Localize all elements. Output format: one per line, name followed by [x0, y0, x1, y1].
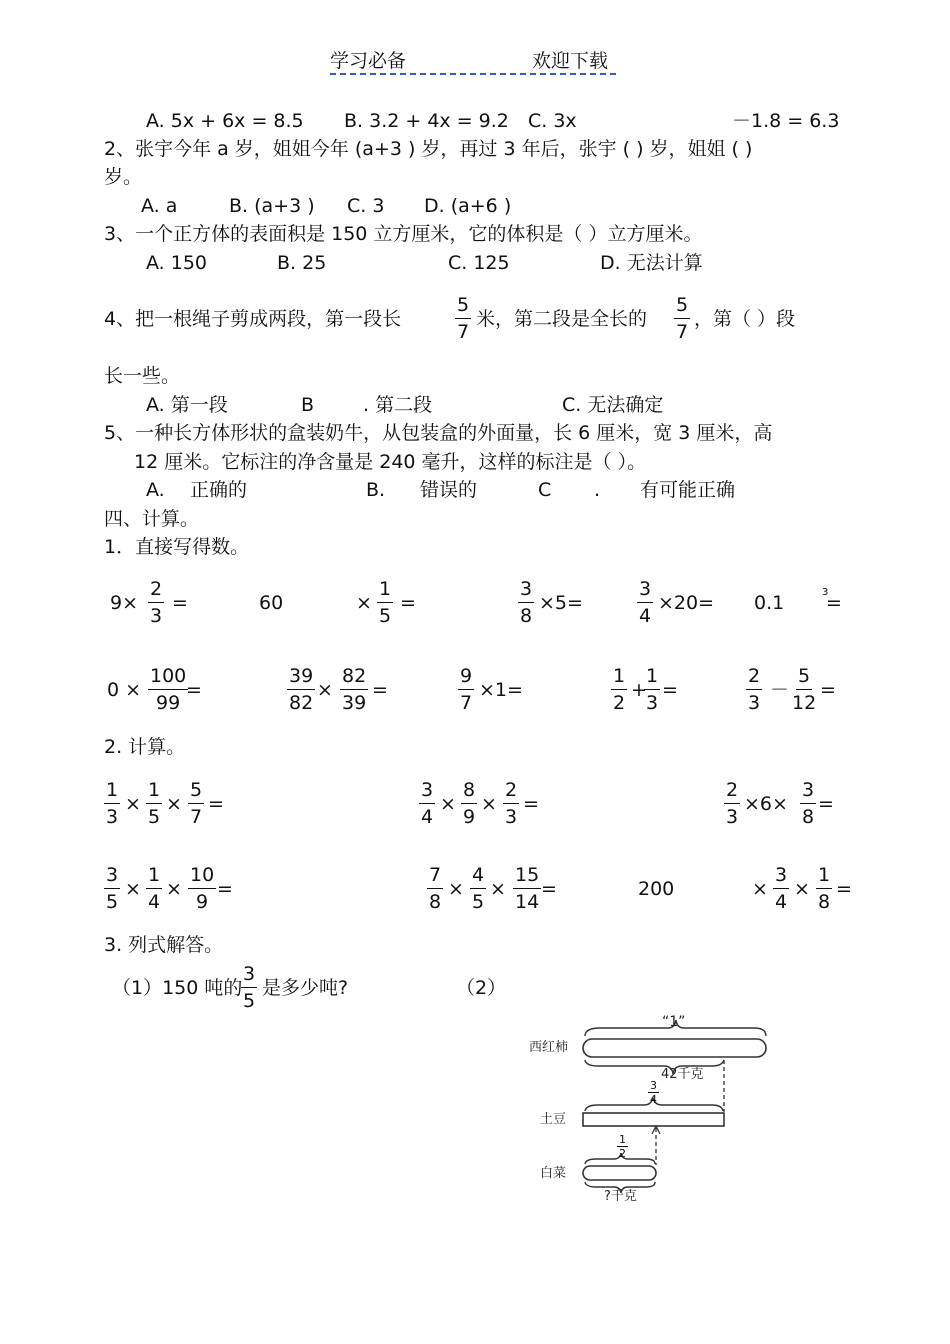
direct-r2-e4-frac1: $\frac{1}{2}$: [613, 665, 626, 714]
direct-r2-e2-frac1: $\frac{39}{82}$: [289, 665, 314, 714]
q5-stem-line2: 12 厘米。它标注的净含量是 240 毫升，这样的标注是（ ）。: [134, 451, 647, 473]
q3-option-a: A. 150: [146, 252, 208, 274]
word-problem-2-label: （2）: [456, 977, 507, 999]
calc-r2-c-times1: ×: [752, 878, 768, 900]
direct-r2-e1-frac: $\frac{100}{99}$: [150, 665, 187, 714]
direct-r1-e1-pre: 9×: [110, 592, 139, 614]
q4-option-a: A. 第一段: [146, 394, 228, 416]
direct-r1-e2-eq: =: [400, 592, 416, 614]
calc-r2-a-times2: ×: [166, 878, 182, 900]
calc-r2-a-frac3: $\frac{10}{9}$: [190, 864, 215, 913]
word-problem-1-frac: $\frac{3}{5}$: [243, 963, 256, 1012]
calc-r1-a-frac1: $\frac{1}{3}$: [106, 779, 119, 828]
calc-r1-b-times1: ×: [440, 793, 456, 815]
potato-bar: [583, 1113, 724, 1126]
calc-r1-a-frac3: $\frac{5}{7}$: [190, 779, 203, 828]
q5-option-b: B.: [366, 479, 386, 501]
label-one: “1”: [662, 1014, 686, 1030]
calc-r1-b-eq: =: [523, 793, 539, 815]
q5-option-c: C: [538, 479, 552, 501]
calc-r2-c-eq: =: [836, 878, 852, 900]
calc-r1-b-frac2: $\frac{8}{9}$: [463, 779, 476, 828]
q2-stem-line2: 岁。: [104, 166, 143, 188]
calc-r2-c-frac2: $\frac{1}{8}$: [818, 864, 831, 913]
direct-r2-e3-post: ×1=: [479, 679, 523, 701]
calc-r2-a-eq: =: [217, 878, 233, 900]
q2-option-d: D. (a+6 ): [424, 195, 512, 217]
direct-r2-e5-minus: －: [770, 679, 790, 701]
direct-r1-e5-eq: =: [826, 592, 842, 614]
label-unknown-kg: ?千克: [604, 1189, 637, 1204]
q4-option-c: C. 无法确定: [562, 394, 664, 416]
q4-fraction-2: $\frac{5}{7}$: [676, 294, 689, 343]
direct-r1-e1-frac: $\frac{2}{3}$: [150, 578, 163, 627]
direct-r2-e2-eq: =: [372, 679, 388, 701]
calc-r2-b-eq: =: [541, 878, 557, 900]
q2-option-c: C. 3: [347, 195, 385, 217]
calc-r1-c-mid: ×6×: [744, 793, 788, 815]
q5-stem: 5、一种长方体形状的盒装奶牛，从包装盒的外面量，长 6 厘米，宽 3 厘米，高: [104, 422, 773, 444]
direct-r1-e3-frac: $\frac{3}{8}$: [520, 578, 533, 627]
direct-r1-e5-exponent: 3: [822, 587, 829, 598]
subsection-2-title: 2. 计算。: [104, 736, 186, 758]
direct-r1-e4-frac: $\frac{3}{4}$: [639, 578, 652, 627]
word-problem-1-post: 是多少吨?: [262, 977, 349, 999]
q2-option-b: B. (a+3 ): [229, 195, 315, 217]
q1-option-c-tail: －1.8 = 6.3: [732, 110, 840, 132]
q3-option-d: D. 无法计算: [600, 252, 703, 274]
calc-r2-b-frac3: $\frac{15}{14}$: [515, 864, 540, 913]
q4-option-b-text: . 第二段: [363, 394, 433, 416]
q4-stem-part3: ，第（ ）段: [694, 308, 796, 330]
q4-stem-line2: 长一些。: [104, 365, 181, 387]
subsection-3-title: 3. 列式解答。: [104, 934, 224, 956]
calc-r1-a-eq: =: [208, 793, 224, 815]
q4-stem-part1: 4、把一根绳子剪成两段，第一段长: [104, 308, 402, 330]
calc-r2-b-frac1: $\frac{7}{8}$: [429, 864, 442, 913]
q1-option-b: B. 3.2 + 4x = 9.2: [344, 110, 509, 132]
q3-stem: 3、一个正方体的表面积是 150 立方厘米，它的体积是（ ）立方厘米。: [104, 223, 703, 245]
direct-r1-e2-frac: $\frac{1}{5}$: [379, 578, 392, 627]
direct-r2-e5-frac1: $\frac{2}{3}$: [748, 665, 761, 714]
calc-r1-b-frac1: $\frac{3}{4}$: [421, 779, 434, 828]
q5-option-a: A.: [146, 479, 165, 501]
direct-r2-e4-plus: +: [631, 679, 647, 701]
calc-r2-b-times2: ×: [490, 878, 506, 900]
q3-option-c: C. 125: [448, 252, 510, 274]
calc-r2-a-times1: ×: [125, 878, 141, 900]
direct-r2-e2-frac2: $\frac{82}{39}$: [342, 665, 367, 714]
direct-r2-e5-frac2: $\frac{5}{12}$: [792, 665, 817, 714]
word-problem-1-pre: （1）150 吨的: [112, 977, 243, 999]
direct-r1-e1-eq: =: [172, 592, 188, 614]
q2-option-a: A. a: [141, 195, 178, 217]
direct-r1-e4-post: ×20=: [658, 592, 715, 614]
calc-r2-c-times2: ×: [794, 878, 810, 900]
calc-r1-b-frac3: $\frac{2}{3}$: [505, 779, 518, 828]
direct-r2-e3-frac: $\frac{9}{7}$: [460, 665, 473, 714]
calc-r2-b-times1: ×: [448, 878, 464, 900]
direct-r2-e4-eq: =: [662, 679, 678, 701]
q5-option-c-dot: .: [594, 479, 601, 501]
label-tomato: 西红柿: [529, 1040, 569, 1055]
direct-r2-e1-pre: 0 ×: [107, 679, 142, 701]
calc-r1-a-times2: ×: [166, 793, 182, 815]
header-right: 欢迎下载: [532, 50, 609, 72]
q5-option-b-text: 错误的: [420, 479, 478, 501]
calc-r2-b-frac2: $\frac{4}{5}$: [472, 864, 485, 913]
q4-option-b: B: [301, 394, 315, 416]
subsection-1-title: 1．直接写得数。: [104, 536, 250, 558]
tomato-bar: [583, 1039, 766, 1057]
q5-option-c-text: 有可能正确: [640, 479, 736, 501]
calc-r2-a-frac1: $\frac{3}{5}$: [106, 864, 119, 913]
q2-stem: 2、张宇今年 a 岁，姐姐今年 (a+3 ) 岁，再过 3 年后，张宇 ( ) 岁，姐姐 ( ): [104, 138, 753, 160]
label-potato: 土豆: [540, 1112, 567, 1127]
direct-r2-e5-eq: =: [820, 679, 836, 701]
direct-r1-e2-times: ×: [356, 592, 372, 614]
calc-r2-a-frac2: $\frac{1}{4}$: [148, 864, 161, 913]
direct-r2-e1-eq: =: [186, 679, 202, 701]
direct-r1-e3-post: ×5=: [539, 592, 583, 614]
calc-r1-c-eq: =: [818, 793, 834, 815]
q5-option-a-text: 正确的: [190, 479, 248, 501]
calc-r2-c-pre: 200: [638, 878, 675, 900]
calc-r1-a-times1: ×: [125, 793, 141, 815]
direct-r1-e2-pre: 60: [259, 592, 284, 614]
q1-option-a: A. 5x + 6x = 8.5: [146, 110, 304, 132]
calc-r1-b-times2: ×: [481, 793, 497, 815]
calc-r1-a-frac2: $\frac{1}{5}$: [148, 779, 161, 828]
potato-fraction: $\frac{3}{4}$: [650, 1079, 657, 1106]
label-cabbage: 白菜: [540, 1166, 567, 1181]
q4-fraction-1: $\frac{5}{7}$: [457, 294, 470, 343]
q4-stem-part2: 米，第二段是全长的: [476, 308, 648, 330]
direct-r1-e5-pre: 0.1: [754, 592, 785, 614]
section-title: 四、计算。: [104, 508, 200, 530]
direct-r2-e4-frac2: $\frac{1}{3}$: [646, 665, 659, 714]
calc-r1-c-frac2: $\frac{3}{8}$: [802, 779, 815, 828]
header-left: 学习必备: [330, 50, 407, 72]
q3-option-b: B. 25: [277, 252, 327, 274]
label-42kg: 42千克: [661, 1067, 704, 1082]
cabbage-fraction: $\frac{1}{2}$: [619, 1133, 626, 1160]
calc-r1-c-frac1: $\frac{2}{3}$: [726, 779, 739, 828]
calc-r2-c-frac1: $\frac{3}{4}$: [775, 864, 788, 913]
direct-r2-e2-times: ×: [317, 679, 333, 701]
q1-option-c: C. 3x: [528, 110, 577, 132]
cabbage-bar: [583, 1166, 656, 1180]
